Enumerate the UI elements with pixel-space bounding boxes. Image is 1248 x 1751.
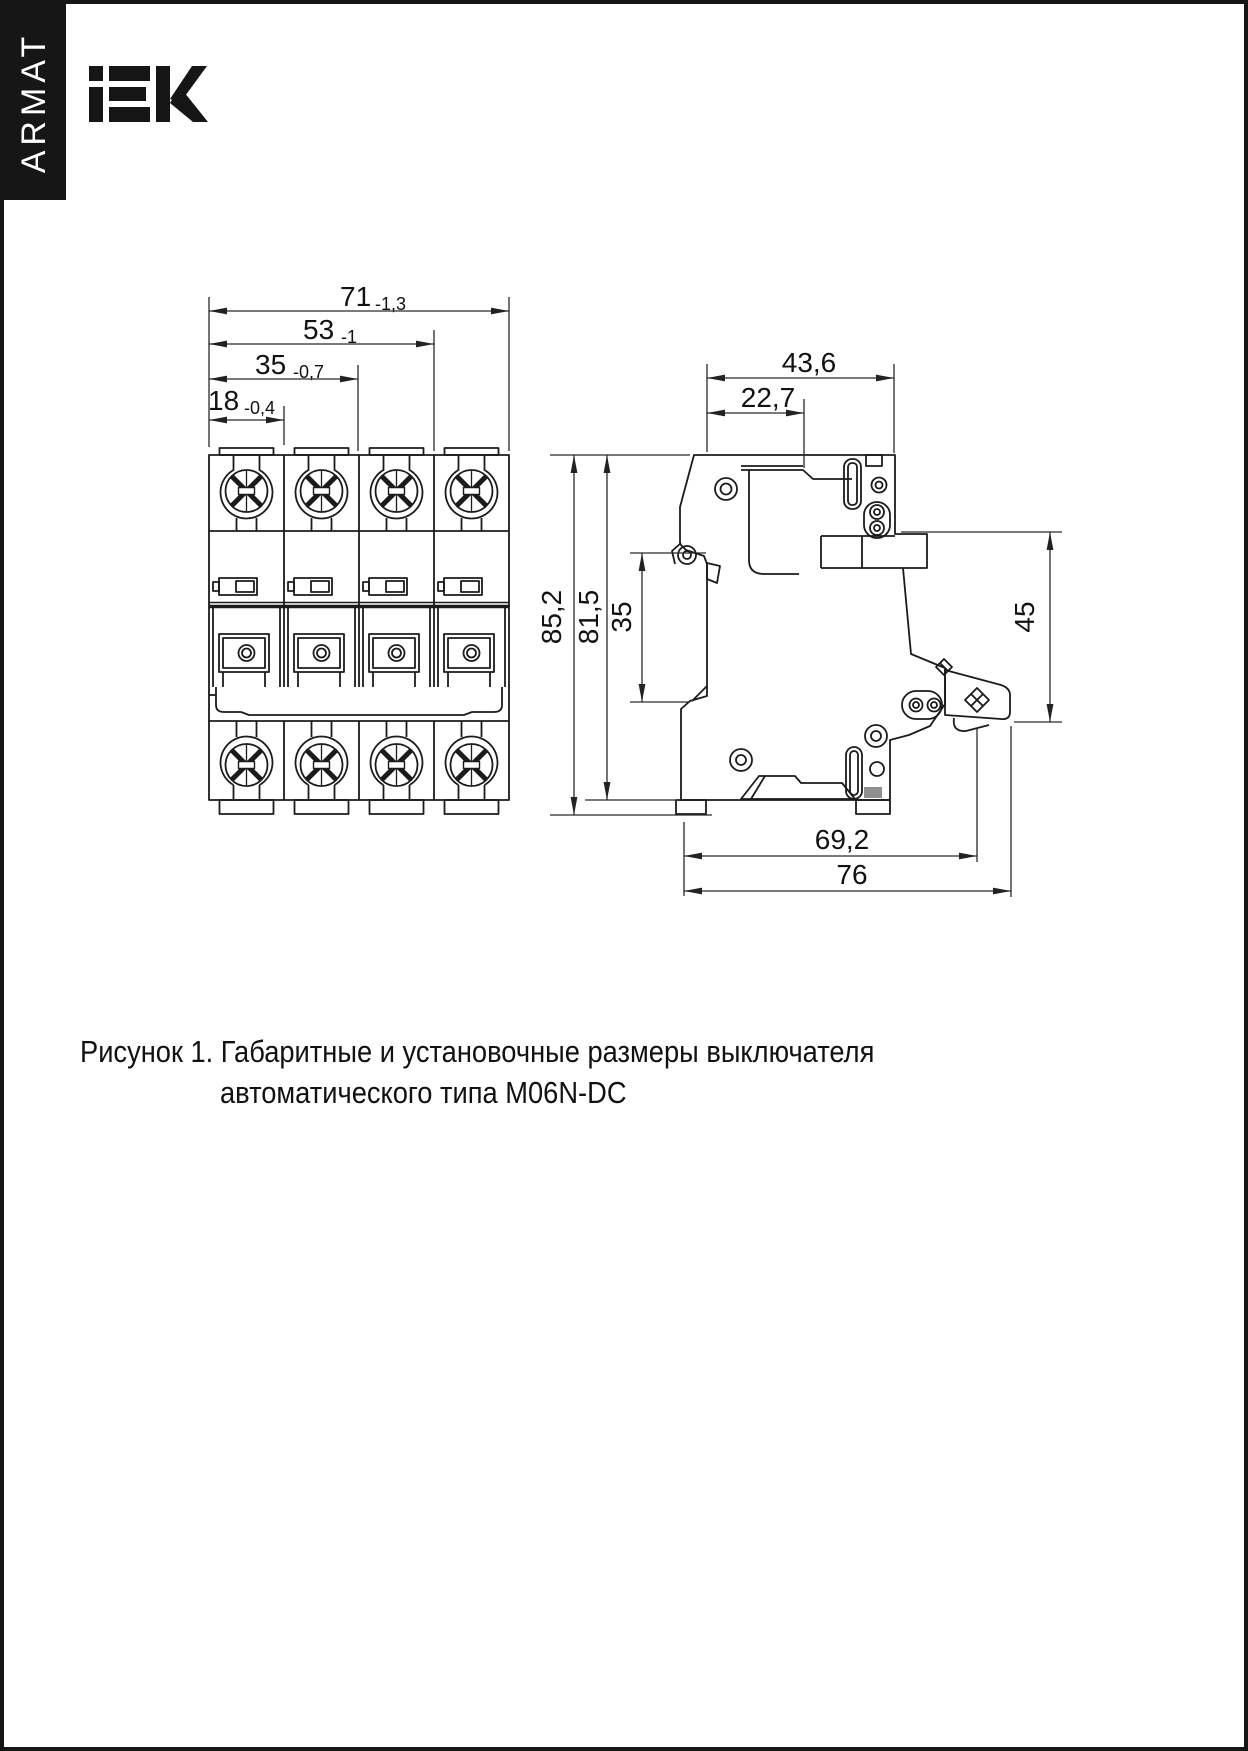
dim-18 xyxy=(208,385,284,445)
side-view-dimensions xyxy=(536,347,1062,897)
brand-vertical-label: ARMAT xyxy=(15,31,54,173)
dim-35-tolerance: -0,7 xyxy=(293,362,325,382)
dim-22-7-value: 22,7 xyxy=(740,382,796,413)
dim-35-value: 35 xyxy=(255,349,287,380)
dim-35-rail-value: 35 xyxy=(606,601,637,633)
dim-69-2 xyxy=(684,728,977,896)
dim-53-tolerance: -1 xyxy=(341,327,358,347)
dim-71-value: 71 xyxy=(340,281,372,312)
dim-76-value: 76 xyxy=(836,859,868,890)
dimension-drawing xyxy=(4,4,1248,1751)
dim-45-value: 45 xyxy=(1009,601,1040,633)
dim-71 xyxy=(209,281,509,451)
figure-caption-line2: автоматического типа M06N-DC xyxy=(220,1075,627,1110)
dim-71-tolerance: -1,3 xyxy=(375,294,407,314)
figure-caption-line1: Рисунок 1. Габаритные и установочные размеры выключателя xyxy=(80,1034,875,1069)
dim-43-6-value: 43,6 xyxy=(781,347,837,378)
side-view-body xyxy=(672,455,1010,814)
dim-18-tolerance: -0,4 xyxy=(244,398,276,418)
dim-53-value: 53 xyxy=(303,314,335,345)
dim-69-2-value: 69,2 xyxy=(814,824,870,855)
dim-81-5-value: 81,5 xyxy=(573,589,604,645)
dim-53 xyxy=(209,314,434,451)
dim-43-6 xyxy=(707,347,894,453)
dim-85-2 xyxy=(536,455,712,815)
dim-85-2-value: 85,2 xyxy=(536,589,567,645)
dim-18-value: 18 xyxy=(208,385,240,416)
dim-35-rail xyxy=(606,553,706,702)
side-view xyxy=(536,347,1062,897)
front-view-dimensions xyxy=(208,281,509,451)
front-view xyxy=(208,281,509,814)
front-view-body xyxy=(209,448,509,814)
